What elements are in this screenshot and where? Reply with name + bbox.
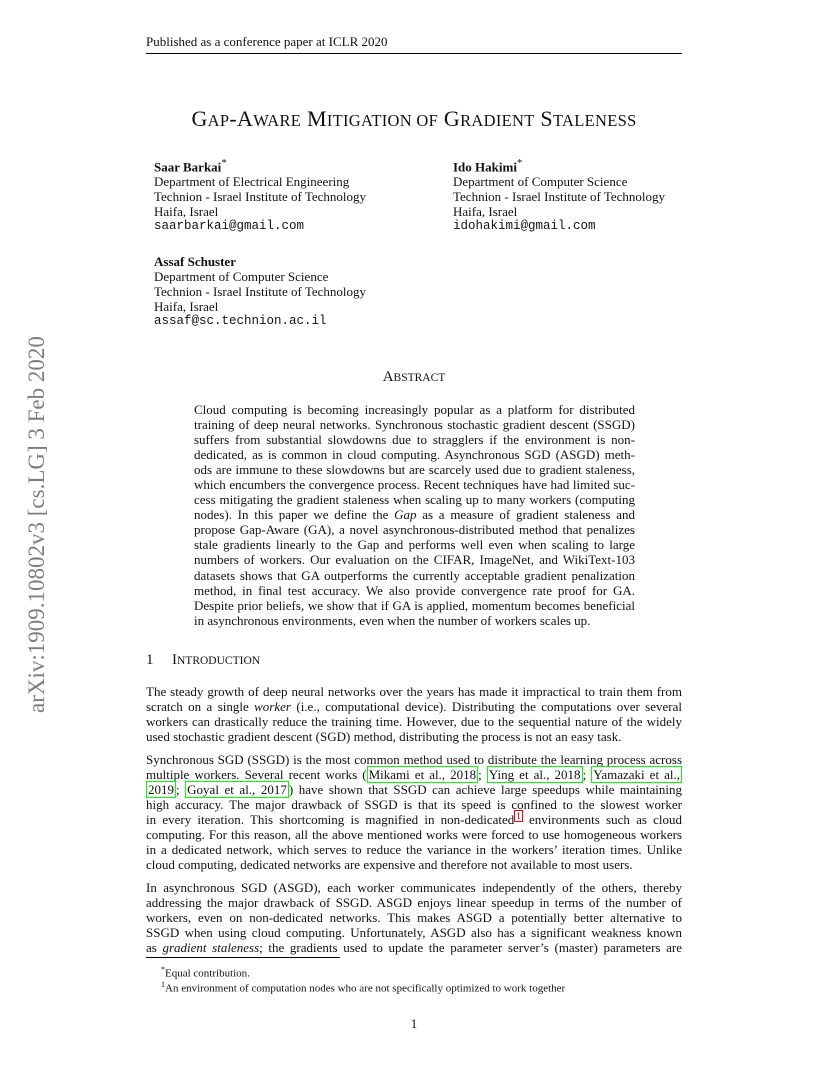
intro-paragraph-2 <box>146 752 682 872</box>
paragraph-line: training of deep neural networks. Synchronous stochastic gradient descent (SSGD) <box>194 417 635 433</box>
author-block-1 <box>154 156 366 234</box>
title-capital: M <box>301 106 327 131</box>
paragraph-line: propose Gap-Aware (GA), a novel asynchronous-distributed method that penalizes <box>194 522 635 538</box>
intro-paragraph-3 <box>146 880 682 955</box>
citation-link[interactable]: Goyal et al., 2017 <box>187 782 287 798</box>
title-smallcaps: TALENESS <box>552 111 637 130</box>
paragraph-line: which encumbers the convergence process. Recent techniques have had limited suc- <box>194 477 635 493</box>
arxiv-identifier[interactable]: arXiv:1909.10802v3 [cs.LG] 3 Feb 2020 <box>24 336 49 714</box>
paragraph-line: cloud computing, dedicated networks are expensive and therefore not available to most users. <box>146 857 633 873</box>
author-institution: Technion - Israel Institute of Technology <box>154 189 367 205</box>
author-name: Ido Hakimi <box>453 159 517 175</box>
paragraph-line: suffers from substantial slowdowns due to stragglers if the environment is non- <box>194 432 635 448</box>
title-capital: A <box>236 106 254 131</box>
page-number: 1 <box>410 1016 418 1031</box>
abstract-body <box>194 402 635 628</box>
paragraph-line: multiple workers. Several recent works ( Mikami et al., 2018 ; Ying et al., 2018 ; Yamazaki et al., <box>146 767 680 783</box>
paragraph-line: numbers of workers. Our evaluation on the CIFAR, ImageNet, and WikiText-103 <box>194 552 635 568</box>
author-mark: * <box>221 157 227 169</box>
author-city: Haifa, Israel <box>154 299 219 314</box>
citation-link[interactable]: Ying et al., 2018 <box>488 767 581 783</box>
section-number: 1 <box>146 652 154 668</box>
abstract-heading: ABSTRACT <box>382 369 446 385</box>
paragraph-line: dedicated, as is common in cloud computing. Asynchronous SGD (ASGD) meth- <box>194 447 635 463</box>
author-email[interactable]: assaf@sc.technion.ac.il <box>154 314 327 328</box>
citation-link[interactable]: 2019 <box>148 782 174 798</box>
title-smallcaps: ITIGATION OF <box>326 111 439 130</box>
paragraph-line: Synchronous SGD (SSGD) is the most common method used to distribute the learning process across <box>146 752 682 767</box>
paragraph-line: stale gradients linearly to the Gap and performs well even when scaling to large <box>194 537 635 553</box>
author-email[interactable]: saarbarkai@gmail.com <box>154 219 305 234</box>
citation-link[interactable]: Yamazaki et al., <box>593 767 680 783</box>
author-city: Haifa, Israel <box>453 204 518 220</box>
paragraph-line: Despite prior beliefs, we show that if GA is applied, momentum becomes beneficial <box>194 597 635 613</box>
paragraph-line: workers can drastically reduce the training time. However, due to the sequential nature of the widely <box>146 714 682 730</box>
citation-link[interactable]: Mikami et al., 2018 <box>368 767 477 783</box>
author-name: Assaf Schuster <box>154 254 236 269</box>
paragraph-line: ods are immune to these slowdowns but are scarcely used due to gradient staleness, <box>194 462 635 478</box>
paragraph-line: computing. For this reason, all the above mentioned works were forced to use homogeneous workers <box>146 827 682 843</box>
author-block-2 <box>453 156 665 234</box>
paragraph-line: scratch on a single worker (i.e., computational device). Distributing the computations over several <box>146 699 682 715</box>
paragraph-line: nodes). In this paper we define the Gap as a measure of gradient staleness and <box>194 507 635 523</box>
title-smallcaps: WARE <box>253 111 302 130</box>
paragraph-line: datasets shows that GA outperforms the currently acceptable gradient penalization <box>194 567 635 583</box>
paper-title <box>0 106 828 132</box>
title-smallcaps: RADIENT <box>460 111 535 130</box>
title-smallcaps: AP <box>207 111 230 130</box>
paragraph-line: The steady growth of deep neural networks over the years has made it impractical to train them from <box>146 684 682 699</box>
title-capital: G <box>191 106 208 131</box>
paragraph-line: workers, even on non-dedicated networks. This makes ASGD a potentially better alternative to <box>146 910 682 926</box>
footnote-link[interactable]: 1 <box>516 810 521 821</box>
paragraph-line: Cloud computing is becoming increasingly popular as a platform for distributed <box>194 402 635 417</box>
author-department: Department of Computer Science <box>154 269 329 284</box>
paragraph-line: as gradient staleness; the gradients used to update the parameter server’s (master) parameters are <box>146 940 682 956</box>
paragraph-line: high accuracy. The major drawback of SSGD is that its speed is confined to the slowest worker <box>146 797 682 813</box>
author-department: Department of Computer Science <box>453 174 628 190</box>
paragraph-line: in asynchronous environments, even when the number of workers scales up. <box>194 612 591 628</box>
paragraph-line: used stochastic gradient descent (SGD) method, distributing the process is not an easy task. <box>146 729 622 745</box>
author-department: Department of Electrical Engineering <box>154 174 350 190</box>
author-block-3 <box>154 254 366 329</box>
author-institution: Technion - Israel Institute of Technology <box>154 284 367 299</box>
paragraph-line: addressing the major drawback of SSGD. ASGD enjoys linear speedup in terms of the number of <box>146 895 682 911</box>
paragraph-line: in a dedicated network, which serves to reduce the variance in the workers’ iteration times. Unlike <box>146 842 682 858</box>
author-name: Saar Barkai <box>154 159 222 175</box>
footnote-rule <box>146 957 340 958</box>
paragraph-line: 2019 ; Goyal et al., 2017 ) have shown that SSGD can achieve large speedups while maintaining <box>148 782 682 798</box>
title-capital: S <box>534 106 553 131</box>
paragraph-line: SSGD when using cloud computing. Unfortunately, ASGD also has a significant weakness known <box>146 925 682 941</box>
section-heading-introduction: 1 INTRODUCTION <box>146 652 261 668</box>
author-mark: * <box>516 157 523 169</box>
running-header: Published as a conference paper at ICLR 2020 <box>146 34 388 49</box>
header-rule <box>146 53 682 54</box>
title-capital: - <box>229 106 237 131</box>
intro-paragraph-1 <box>146 684 682 744</box>
author-city: Haifa, Israel <box>154 204 219 220</box>
paragraph-line: cess mitigating the gradient staleness when scaling up to many workers (computing <box>194 492 635 508</box>
footnote-2: $^1$An environment of computation nodes who are not specifically optimized to work together <box>161 980 566 995</box>
author-institution: Technion - Israel Institute of Technology <box>453 189 666 205</box>
author-email[interactable]: idohakimi@gmail.com <box>453 219 596 234</box>
paragraph-line: method, in final test accuracy. We also provide convergence rate proof for GA. <box>194 582 635 598</box>
footnote-1: *Equal contribution. <box>161 965 250 980</box>
paragraph-line: in every iteration. This shortcoming is magnified in non-dedicated $^1$ environments such as cloud <box>146 810 682 828</box>
title-capital: G <box>438 106 461 131</box>
paragraph-line: In asynchronous SGD (ASGD), each worker communicates independently of the others, thereby <box>146 880 682 895</box>
